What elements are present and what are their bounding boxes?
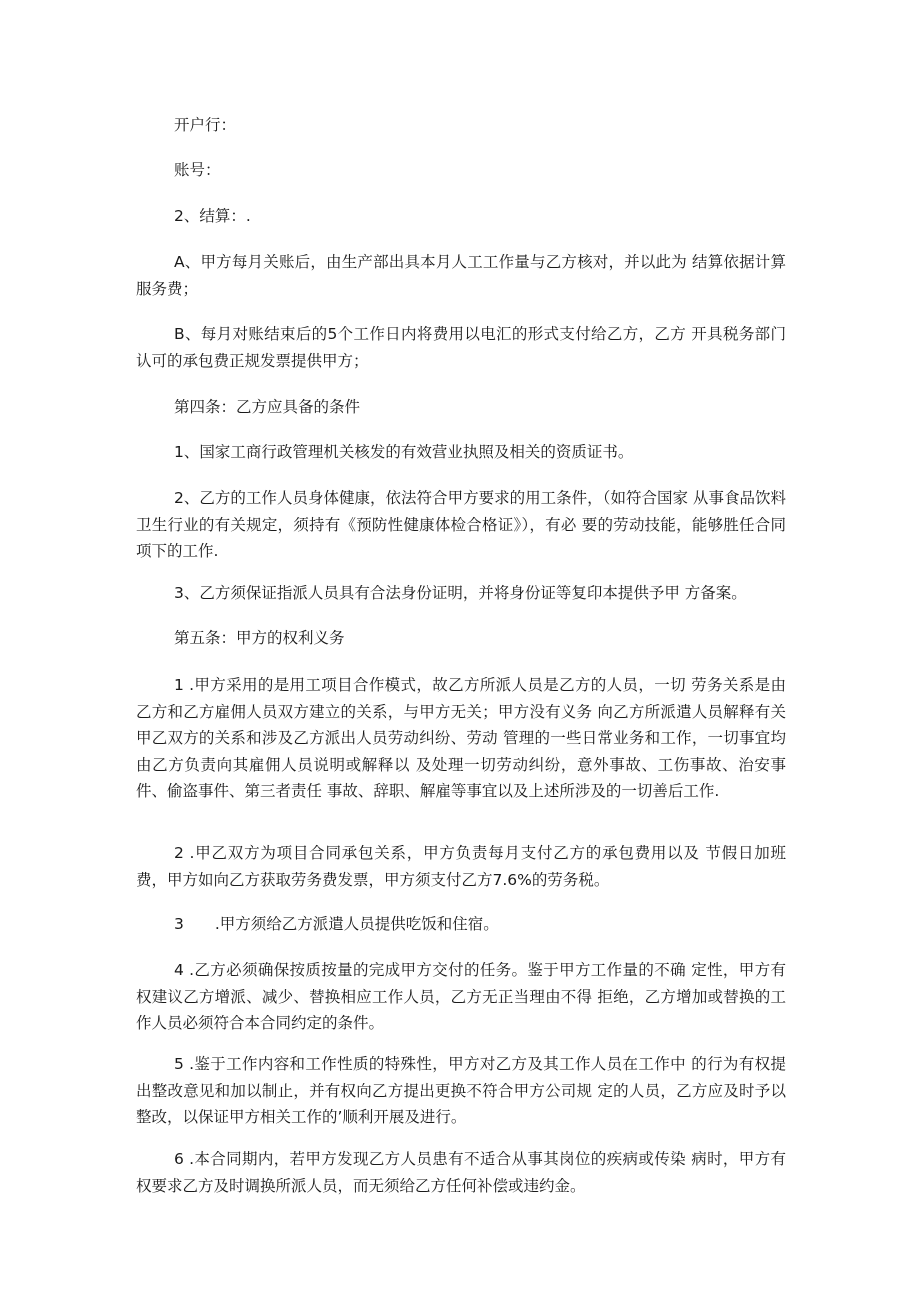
article-five-item-4: 4 .乙方必须确保按质按量的完成甲方交付的任务。鉴于甲方工作量的不确 定性，甲方有权建议乙方增派、减少、替换相应工作人员，乙方无正当理由不得 拒绝，乙方增加或替换的工作人员必须符合本合同约定的条件。	[136, 961, 786, 1032]
article-four-heading: 第四条：乙方应具备的条件	[174, 398, 361, 416]
article-four-item-1: 1、国家工商行政管理机关核发的有效营业执照及相关的资质证书。	[174, 443, 634, 461]
article-five-item-2: 2 .甲乙双方为项目合同承包关系，甲方负责每月支付乙方的承包费用以及 节假日加班费，甲方如向乙方获取劳务费发票，甲方须支付乙方7.6%的劳务税。	[136, 844, 786, 889]
article-five-item-3: 3 .甲方须给乙方派遣人员提供吃饭和住宿。	[174, 915, 499, 933]
settlement-clause-a: A、甲方每月关账后，由生产部出具本月人工工作量与乙方核对，并以此为 结算依据计算服务费；	[136, 253, 786, 298]
article-four-item-3: 3、乙方须保证指派人员具有合法身份证明，并将身份证等复印本提供予甲 方备案。	[174, 584, 747, 602]
settlement-heading: 2、结算：.	[174, 207, 251, 225]
article-five-item-1: 1 .甲方采用的是用工项目合作模式，故乙方所派人员是乙方的人员，一切 劳务关系是由乙方和乙方雇佣人员双方建立的关系，与甲方无关；甲方没有义务 向乙方所派遣人员解释有关甲乙双方的关系和涉及乙方派出人员劳动纠纷、劳动 管理的一些日常业务和工作，一切事宜均由乙方负责向其雇佣人员说明或解释以 及处理一切劳动纠纷，意外事故、工伤事故、治安事件、偷盗事件、第三者责任 事故、辞职、解雇等事宜以及上述所涉及的一切善后工作.	[136, 676, 786, 800]
bank-label: 开户行：	[174, 116, 237, 134]
account-label: 账号：	[174, 161, 221, 179]
article-five-item-5: 5 .鉴于工作内容和工作性质的特殊性，甲方对乙方及其工作人员在工作中 的行为有权提出整改意见和加以制止，并有权向乙方提出更换不符合甲方公司规 定的人员，乙方应及时予以整改，以保证甲方相关工作的’顺利开展及进行。	[136, 1055, 786, 1126]
article-five-item-6: 6 .本合同期内，若甲方发现乙方人员患有不适合从事其岗位的疾病或传染 病时，甲方有权要求乙方及时调换所派人员，而无须给乙方任何补偿或违约金。	[136, 1150, 786, 1195]
settlement-clause-b: B、每月对账结束后的5个工作日内将费用以电汇的形式支付给乙方，乙方 开具税务部门认可的承包费正规发票提供甲方；	[136, 325, 786, 370]
article-five-heading: 第五条：甲方的权利义务	[174, 629, 345, 647]
article-four-item-2: 2、乙方的工作人员身体健康，依法符合甲方要求的用工条件，（如符合国家 从事食品饮料卫生行业的有关规定，须持有《预防性健康体检合格证》），有必 要的劳动技能，能够胜任合同项下的工作.	[136, 489, 786, 560]
